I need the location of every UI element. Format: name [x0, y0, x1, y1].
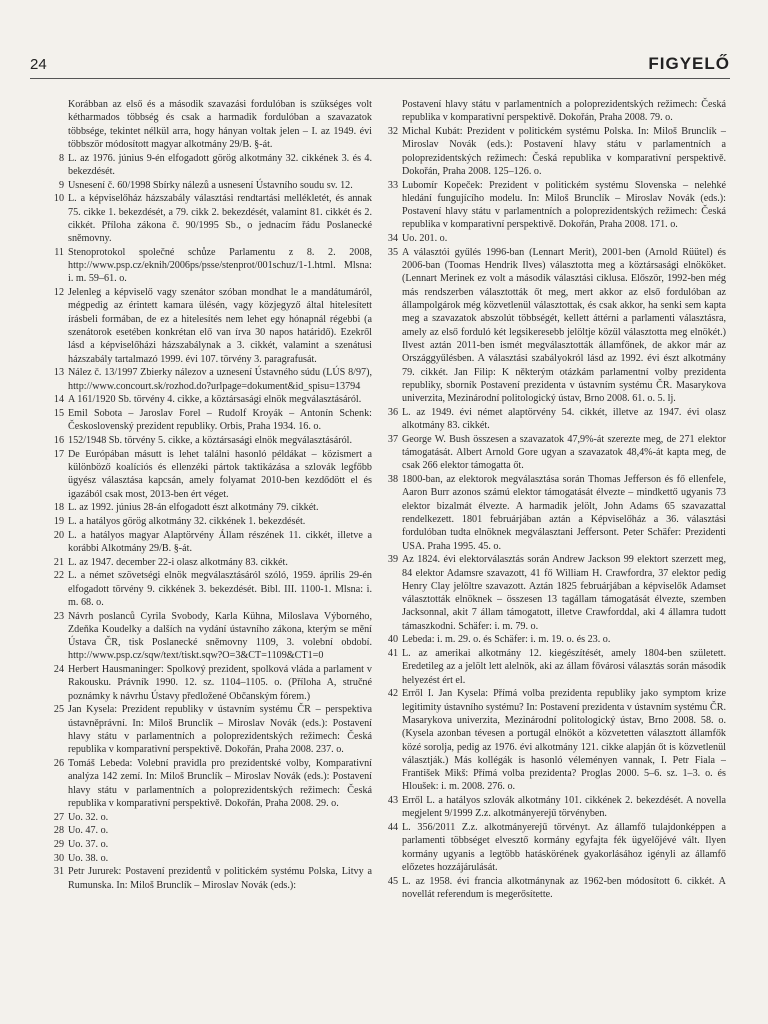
footnote: [46, 703, 372, 756]
footnote-number: 16: [53, 434, 64, 446]
footnote-text: Tomáš Lebeda: Volební pravidla pro prezidentské volby, Komparativní analýza 142 zemí. In: Miloš Brunclík – Miroslav Novák (eds.): Postavení hlavy státu v parlamentních a poloprezidentských režimech: Česká republika v komparativní perspektivě. Dokořán, Praha 2008. 29. o.: [68, 757, 372, 809]
footnote: [380, 821, 726, 874]
footnote-text: A 161/1920 Sb. törvény 4. cikke, a köztársasági elnök megválasztásáról.: [68, 394, 362, 406]
footnote-number: 40: [387, 634, 398, 646]
footnote-number: 25: [53, 704, 64, 716]
footnote: [46, 811, 372, 824]
footnote-number: 17: [53, 448, 64, 460]
footnote: [46, 865, 372, 892]
footnote-text: Stenoprotokol společné schůze Parlamentu z 8. 2. 2008, http://www.psp.cz/eknih/2006ps/psse/stenprot/001schuz/1-1.html. Mlsna: i. m. 59–61. o.: [68, 246, 372, 285]
footnote-number: 11: [54, 246, 64, 258]
footnote: [380, 232, 726, 245]
footnote-text: Uo. 38. o.: [68, 852, 109, 864]
left-footnote-list: [46, 152, 372, 892]
running-title: FIGYELŐ: [648, 54, 730, 73]
footnote-number: 30: [53, 852, 64, 864]
footnote-text: Usnesení č. 60/1998 Sbírky nálezů a usnesení Ústavního soudu sv. 12.: [68, 179, 353, 191]
continued-note: Postavení hlavy státu v parlamentních a poloprezidentských režimech: Česká republika v komparativní perspektivě. Dokořán, Praha 2008. 79. o.: [402, 99, 726, 124]
footnote: [380, 125, 726, 178]
footnote-number: 21: [53, 556, 64, 568]
footnote: [380, 875, 726, 902]
page-number: 24: [30, 56, 47, 73]
footnote-text: L. az 1992. június 28-án elfogadott észt alkotmány 79. cikkét.: [68, 502, 319, 514]
footnote-number: 42: [387, 688, 398, 700]
footnote: [380, 246, 726, 406]
footnote-text: 1800-ban, az elektorok megválasztása során Thomas Jefferson és fő ellenfele, Aaron Burr azonos számú elektor támogatását élvezte – mindkettő ugyanis 73 elektor bizalmát élvezte. A harmadik jelölt, John Adams 65 szavazattal rendelkezett. 1801 februárjában aztán a Képviselőház a 36. választási fordulóban tudta elnöknek megválasztani Jeffersont. Peter Schäfer: Prezidenti USA. Praha 1995. 45. o.: [402, 474, 726, 552]
footnote-text: Herbert Hausmaninger: Spolkový prezident, spolková vláda a parlament v Rakousku. Právník 1990. 12. sz. 1104–1105. o. (Příloha A, stručné poznámky k návrhu Ústavy předložené Občanským fórem.): [68, 664, 372, 702]
footnote-number: 9: [58, 179, 64, 191]
footnote: [46, 246, 372, 286]
footnote-number: 23: [53, 610, 64, 622]
footnote-text: L. az 1947. december 22-i olasz alkotmány 83. cikkét.: [68, 556, 288, 568]
footnote-number: 29: [53, 838, 64, 850]
footnote-number: 22: [53, 570, 64, 582]
footnote-number: 10: [53, 193, 64, 205]
footnote: [46, 434, 372, 447]
footnote: [46, 366, 372, 393]
footnote-number: 37: [387, 433, 398, 445]
footnote: [380, 633, 726, 646]
footnote-text: Návrh poslanců Cyrila Svobody, Karla Kühna, Miloslava Výborného, Zdeňka Koudelky a dalších na vydání ústavního zákona, kterým se mění Ústava ČR, tisk Poslanecké sněmovny 1109, 3. volební období. http://www.psp.cz/sqw/text/tiskt.sqw?O=3&CT=1109&CT1=0: [68, 610, 372, 662]
footnote: [46, 824, 372, 837]
footnote-number: 38: [387, 474, 398, 486]
footnote-number: 15: [53, 407, 64, 419]
footnote-text: Az 1824. évi elektorválasztás során Andrew Jackson 99 elektort szerzett meg, 84 elektor Adamsre szavazott, 41 fő William H. Crawfordra, 37 elektor pedig Henry Clay jelöltre szavazott. Aztán 1825 februárjában a képviselők Adamset választották elnöknek – összesen 13 tagállam támogatását élvezte, szemben Jacksonnal, akit 7 állam támogatott, illetve Crawforddal, aki 4 államra tudott támaszkodni. Schäfer: i. m. 79. o.: [402, 554, 726, 632]
footnote-number: 43: [387, 795, 398, 807]
footnote-text: L. az 1949. évi német alaptörvény 54. cikkét, illetve az 1947. évi olasz alkotmány 83. cikkét.: [402, 406, 726, 432]
footnote-number: 31: [53, 866, 64, 878]
footnote-text: Erről I. Jan Kysela: Přímá volba prezidenta republiky jako symptom krize legitimity ústavního systému? In: Postavení prezidenta v ústavním systému ČR. Masarykova univerzita, Mezinárodní politologický ústav, Brno 2008. 58. o. (Kysela azonban tévesen a portugál elnököt a közvetetten választott államfők közé sorolja, pedig az 1976. évi alkotmány 121. cikke alapján őt is közvetlenül választják.) Más kollégák is hasonló véleményen vannak, I. Petr Fiala – František Mikš: Přímá volba prezidenta? Proglas 2000. 5–6. sz. 1–3. o. és Hloušek: i. m. 2008. 276. o.: [402, 688, 726, 793]
footnote: [46, 610, 372, 663]
footnote-text: Lebeda: i. m. 29. o. és Schäfer: i. m. 19. o. és 23. o.: [402, 634, 611, 646]
footnote: [46, 515, 372, 528]
footnote: [46, 448, 372, 501]
footnote-text: De Európában másutt is lehet találni hasonló példákat – közismert a különböző koalíciós és ellenzéki pártok taktikázása a szlovák legfőbb ügyész választása kapcsán, amely folyamat 2010-ben kezdődött el és igazából csak most, 2013-ben ért véget.: [68, 448, 372, 500]
left-column: [46, 98, 372, 892]
footnote: [46, 501, 372, 514]
footnote: [380, 433, 726, 473]
footnote: [46, 192, 372, 245]
footnote-number: 39: [387, 554, 398, 566]
footnote: [46, 286, 372, 366]
footnote-number: 19: [53, 515, 64, 527]
footnote-number: 41: [387, 648, 398, 660]
footnote-number: 8: [58, 152, 64, 164]
footnote-text: Erről L. a hatályos szlovák alkotmány 101. cikkének 2. bekezdését. A novella megjelent 9/1999 Z.z. alkotmányerejű törvényben.: [402, 795, 726, 820]
footnote-text: Uo. 37. o.: [68, 838, 109, 850]
footnote-text: Petr Jururek: Postavení prezidentů v politickém systému Polska, Litvy a Rumunska. In: Miloš Brunclík – Miroslav Novák (eds.):: [68, 866, 372, 891]
footnote: [46, 152, 372, 179]
footnote-number: 32: [387, 125, 398, 137]
footnote-text: L. az amerikai alkotmány 12. kiegészítését, amely 1804-ben született. Eredetileg az a jelölt lett alelnök, aki az állam fővárosi választás során második helyezést ért el.: [402, 648, 726, 686]
footnote: [380, 406, 726, 433]
footnote: [380, 473, 726, 553]
footnote-text: Lubomír Kopeček: Prezident v politickém systému Slovenska – nelehké hledání fungujícího modelu. In: Miloš Brunclík – Miroslav Novák (eds.): Postavení hlavy státu v parlamentních a poloprezidentských režimech: Česká republika v komparativní perspektivě. Dokořán, Praha 2008. 171. o.: [402, 179, 726, 231]
footnote-number: 12: [53, 287, 64, 299]
footnote-number: 33: [387, 179, 398, 191]
header-rule: [30, 78, 730, 79]
footnote: [46, 663, 372, 703]
footnote-text: Uo. 47. o.: [68, 825, 109, 837]
footnote: [46, 838, 372, 851]
footnote-number: 35: [387, 246, 398, 258]
footnote: [46, 556, 372, 569]
footnote-text: Michal Kubát: Prezident v politickém systému Polska. In: Miloš Brunclík – Miroslav Novák (eds.): Postavení hlavy státu v parlamentních a poloprezidentských režimech: Česká republika v komparativní perspektivě. Dokořán, Praha 2008. 125–126. o.: [402, 125, 726, 177]
footnote-text: A választói gyűlés 1996-ban (Lennart Merit), 2001-ben (Arnold Rüütel) és 2006-ban (Toomas Hendrik Ilves) választotta meg a köztársasági elnököket. (Lennart Merinek ez volt a második választási ciklusa. Először, 1992-ben még más rendszerben választották őt meg, mert akkor az első fordulóban az állampolgárok még közvetlenül választottak, és csak akkor, ha senki sem kapta meg a szavazatok abszolút többségét, kellett áttérni a parlamenti választásra, amely az első forduló két legsikeresebb jelöltje közül választotta meg elnökét.) Ilvest aztán 2011-ben ismét megválasztották államfőnek, de akkor már az Országgyűlésben. A választási szabályokról lásd az 1992. évi észt alkotmány 79. cikkét. Jan Filip: K některým otázkám parlamentní volby prezidenta republiky, sborník Postavení prezidenta v ústavním systému ČR. Masarykova univerzita, Mezinárodní politologický ústav, Brno 2008. 61. o. 5. lj.: [402, 246, 726, 405]
footnote-number: 44: [387, 822, 398, 834]
footnote-text: Uo. 32. o.: [68, 811, 109, 823]
footnote-text: L. a német szövetségi elnök megválasztásáról szóló, 1959. április 29-én elfogadott törvény 9. cikkének 3. bekezdését. Bibl. III. 1100-1. Mlsna: i. m. 68. o.: [68, 570, 372, 608]
footnote-text: Jan Kysela: Prezident republiky v ústavním systému ČR – perspektiva ústavněprávní. In: Miloš Brunclík – Miroslav Novák (eds.): Postavení hlavy státu v parlamentních a poloprezidentských režimech: Česká republika v komparativní perspektivě. Dokořán, Praha 2008. 237. o.: [68, 704, 372, 756]
footnote-text: Uo. 201. o.: [402, 233, 448, 245]
footnote: [380, 794, 726, 821]
page-header: [30, 56, 730, 78]
footnote-number: 36: [387, 406, 398, 418]
footnote: [46, 757, 372, 810]
footnote-number: 24: [53, 664, 64, 676]
footnote-text: Jelenleg a képviselő vagy szenátor szóban mondhat le a mandátumáról, mégpedig az érintett kamara ülésén, vagy közjegyző által hitelesített írásbeli formában, de ez a hitelesítés nem lehet egy hónapnál régebbi (a szenátorok esetében konkrétan elő van írva 30 napos határidő). Ezekről lásd a képviselőházi házszabálynak a 3. cikkét, valamint a szenátusi házszabály tartalmazó 1999. évi 107. törvény 3. paragrafusát.: [68, 287, 372, 365]
right-column: [380, 98, 726, 902]
footnote-text: L. a hatályos magyar Alaptörvény Állam részének 11. cikkét, illetve a korábbi Alkotmány 29/B. §-át.: [68, 529, 372, 554]
footnote-number: 26: [53, 757, 64, 769]
footnote: [46, 179, 372, 192]
continued-note: Korábban az első és a második szavazási fordulóban is szükséges volt kétharmados többség és csak a harmadik fordulóban a szavazatok többsége, tekintet nélkül arra, hogy hányan voltak jelen – I. az 1949. évi többször módosított magyar alkotmány 29/B. §-át.: [68, 99, 372, 150]
footnote-text: L. a képviselőház házszabály választási rendtartási mellékletét, és annak 75. cikke 1. bekezdését, a 79. cikk 2. bekezdését, valamint 81. cikkét és 2. cikkét. Příloha zákona č. 90/1995 Sb., o jednacím řádu Poslanecké sněmovny.: [68, 193, 372, 245]
footnote-number: 45: [387, 875, 398, 887]
right-footnote-list: [380, 125, 726, 901]
footnote-text: L. az 1958. évi francia alkotmánynak az 1962-ben módosított 6. cikkét. A novellát referendum is megerősítette.: [402, 875, 726, 900]
footnote-number: 14: [53, 394, 64, 406]
footnote: [46, 529, 372, 556]
footnote: [380, 647, 726, 687]
footnote-number: 20: [53, 529, 64, 541]
footnote: [380, 179, 726, 232]
footnote-text: George W. Bush összesen a szavazatok 47,9%-át szerezte meg, de 271 elektor támogatását. Albert Arnold Gore ugyan a szavazatok 48,4%-át kapta meg, de csak 266 elektor támogatta őt.: [402, 433, 726, 472]
footnote-number: 34: [387, 233, 398, 245]
footnote-text: Nález č. 13/1997 Zbierky nálezov a uznesení Ústavného súdu (LÚS 8/97), http://www.concourt.sk/rozhod.do?urlpage=dokument&id_spisu=13794: [68, 367, 372, 392]
footnote-number: 18: [53, 502, 64, 514]
footnote-text: 152/1948 Sb. törvény 5. cikke, a köztársasági elnök megválasztásáról.: [68, 434, 352, 446]
footnote-number: 27: [53, 811, 64, 823]
footnote: [380, 687, 726, 793]
footnote: [46, 569, 372, 609]
footnote-text: Emil Sobota – Jaroslav Forel – Rudolf Kroyák – Antonín Schenk: Československý prezident republiky. Orbis, Praha 1934. 16. o.: [68, 407, 372, 433]
footnote-number: 13: [53, 367, 64, 379]
footnote-text: L. 356/2011 Z.z. alkotmányerejű törvényt. Az államfő tulajdonképpen a parlamenti többséget elvesztő kormány egyfajta fék ügyelőjévé vált. Ilyen kormány ugyanis a legtöbb hatáskörének gyakorlásához igényli az államfő előzetes hozzájárulását.: [402, 822, 726, 873]
footnote: [46, 407, 372, 434]
footnote: [46, 393, 372, 406]
footnote: [46, 852, 372, 865]
footnote-number: 28: [53, 825, 64, 837]
footnote-text: L. a hatályos görög alkotmány 32. cikkének 1. bekezdését.: [68, 515, 306, 527]
footnote-text: L. az 1976. június 9-én elfogadott görög alkotmány 32. cikkének 3. és 4. bekezdését.: [68, 152, 372, 177]
footnote: [380, 553, 726, 633]
